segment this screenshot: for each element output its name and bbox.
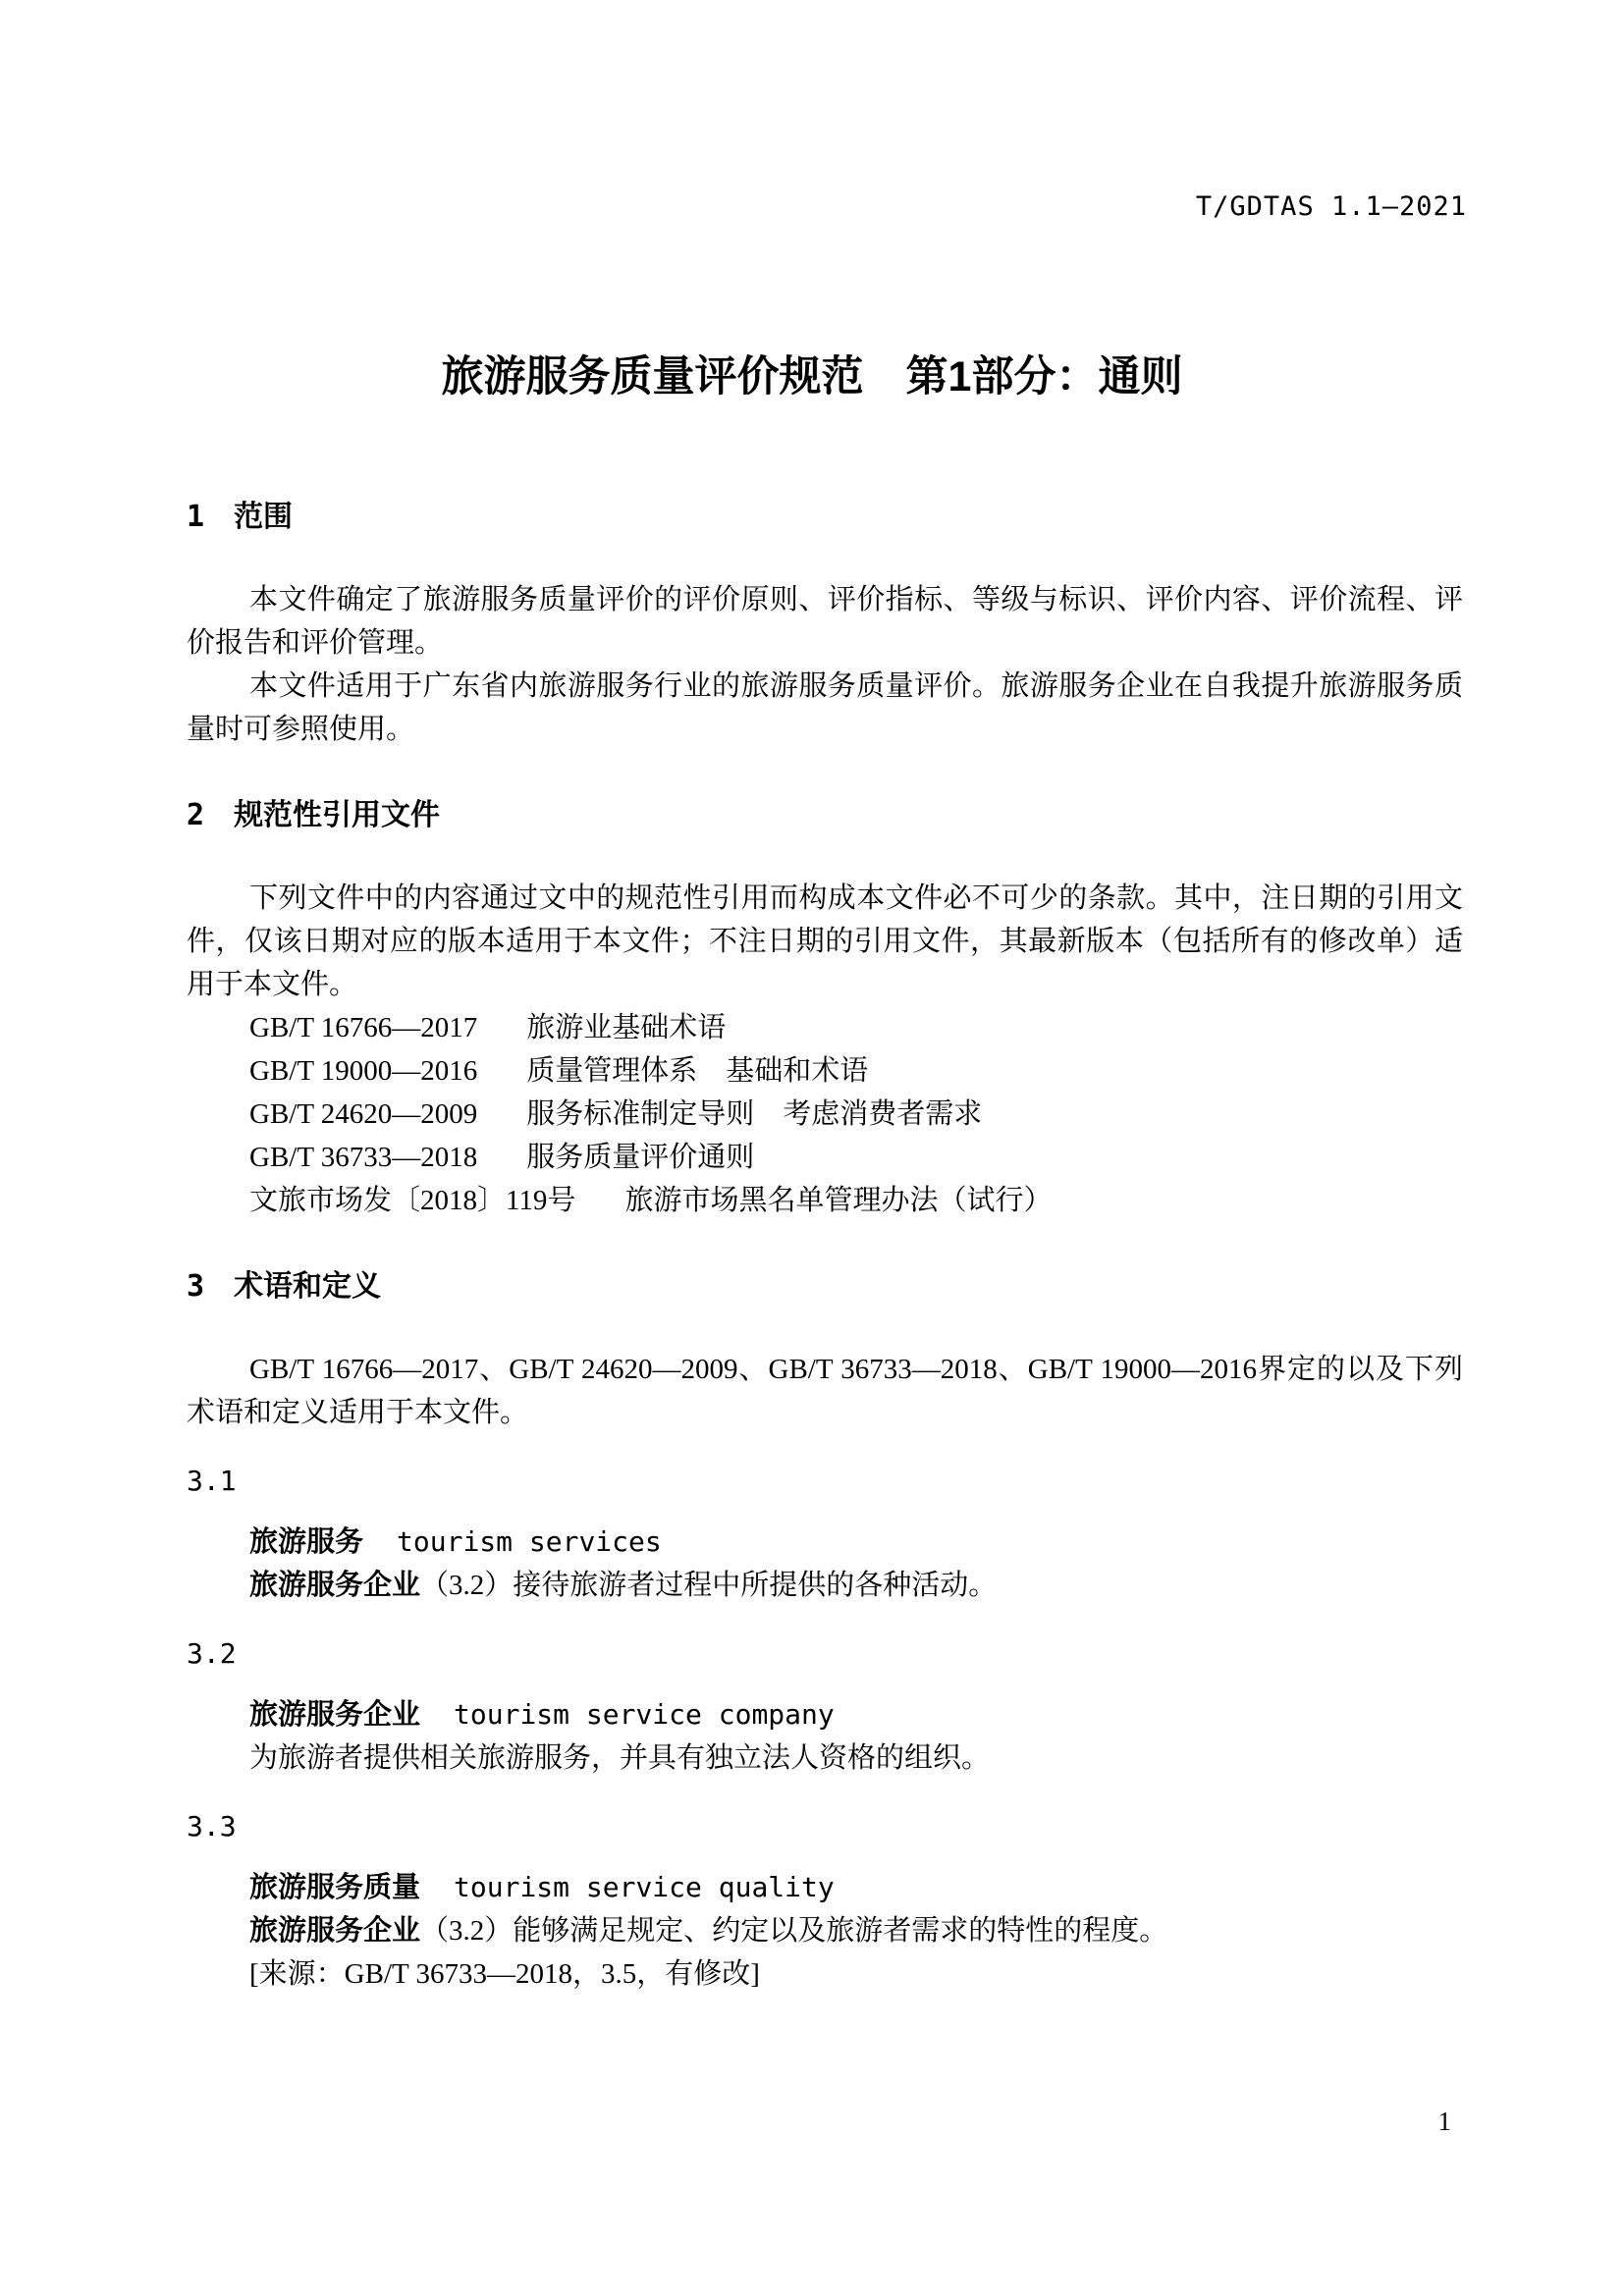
section-title: 规范性引用文件	[234, 799, 441, 831]
term-definition-text: （3.2）能够满足规定、约定以及旅游者需求的特性的程度。	[420, 1915, 1168, 1947]
paragraph: GB/T 16766—2017、GB/T 24620—2009、GB/T 36733—2018、GB/T 19000—2016界定的以及下列术语和定义适用于本文件。	[187, 1354, 1463, 1428]
section-title: 术语和定义	[234, 1270, 382, 1303]
document-body	[187, 496, 1463, 1996]
reference-item	[187, 1049, 1463, 1093]
reference-list	[187, 1006, 1463, 1222]
term-en: tourism service quality	[454, 1871, 835, 1903]
section-number: 2	[187, 798, 205, 832]
reference-item	[187, 1093, 1463, 1136]
reference-code: GB/T 16766—2017	[249, 1012, 478, 1043]
term-entry	[187, 1521, 1463, 1564]
term-label: 3.1	[187, 1465, 237, 1497]
reference-code: 文旅市场发〔2018〕119号	[249, 1185, 576, 1216]
page-number: 1	[1437, 2107, 1451, 2136]
section-terms-definitions	[187, 1265, 1463, 1996]
document-title: 旅游服务质量评价规范 第1部分：通则	[441, 353, 1183, 400]
term-zh: 旅游服务质量	[249, 1872, 421, 1903]
term-definition	[187, 1736, 1463, 1780]
term-entry	[187, 1693, 1463, 1736]
reference-item	[187, 1006, 1463, 1049]
term-en: tourism service company	[454, 1698, 835, 1731]
section-number: 1	[187, 500, 205, 534]
reference-item	[187, 1179, 1463, 1222]
term-definition	[187, 1564, 1463, 1607]
reference-item	[187, 1136, 1463, 1179]
term-zh: 旅游服务	[249, 1526, 364, 1558]
section-heading-references	[187, 794, 1463, 837]
term-entry	[187, 1866, 1463, 1909]
reference-code: GB/T 19000—2016	[249, 1055, 478, 1087]
section-scope	[187, 496, 1463, 751]
term-label: 3.3	[187, 1810, 237, 1842]
reference-code: GB/T 36733—2018	[249, 1142, 478, 1173]
section-normative-references	[187, 794, 1463, 1222]
section-number: 3	[187, 1269, 205, 1304]
section-heading-scope	[187, 496, 1463, 539]
term-definition-text: 为旅游者提供相关旅游服务，并具有独立法人资格的组织。	[249, 1742, 991, 1774]
reference-code: GB/T 24620—2009	[249, 1098, 478, 1130]
reference-title: 服务标准制定导则 考虑消费者需求	[526, 1098, 983, 1130]
term-definition	[187, 1909, 1463, 1952]
doc-code: T/GDTAS 1.1—2021	[1195, 191, 1467, 222]
section-heading-terms	[187, 1265, 1463, 1308]
term-zh: 旅游服务企业	[249, 1699, 421, 1731]
reference-title: 服务质量评价通则	[526, 1142, 755, 1173]
term-definition-text: （3.2）接待旅游者过程中所提供的各种活动。	[420, 1570, 998, 1601]
paragraph: 本文件适用于广东省内旅游服务行业的旅游服务质量评价。旅游服务企业在自我提升旅游服务质量时可参照使用。	[187, 670, 1463, 745]
term-label: 3.2	[187, 1637, 237, 1670]
reference-title: 旅游市场黑名单管理办法（试行）	[624, 1185, 1053, 1216]
term-definition-bold: 旅游服务企业	[249, 1915, 421, 1947]
paragraph: 本文件确定了旅游服务质量评价的评价原则、评价指标、等级与标识、评价内容、评价流程、评价报告和评价管理。	[187, 584, 1463, 659]
paragraph: 下列文件中的内容通过文中的规范性引用而构成本文件必不可少的条款。其中，注日期的引用文件，仅该日期对应的版本适用于本文件；不注日期的引用文件，其最新版本（包括所有的修改单）适用于本文件。	[187, 882, 1463, 1000]
section-title: 范围	[234, 501, 294, 533]
term-source: [来源：GB/T 36733—2018，3.5，有修改]	[249, 1958, 760, 1990]
term-en: tourism services	[397, 1525, 662, 1558]
term-definition-bold: 旅游服务企业	[249, 1570, 421, 1601]
reference-title: 旅游业基础术语	[526, 1012, 727, 1043]
reference-title: 质量管理体系 基础和术语	[526, 1055, 869, 1087]
